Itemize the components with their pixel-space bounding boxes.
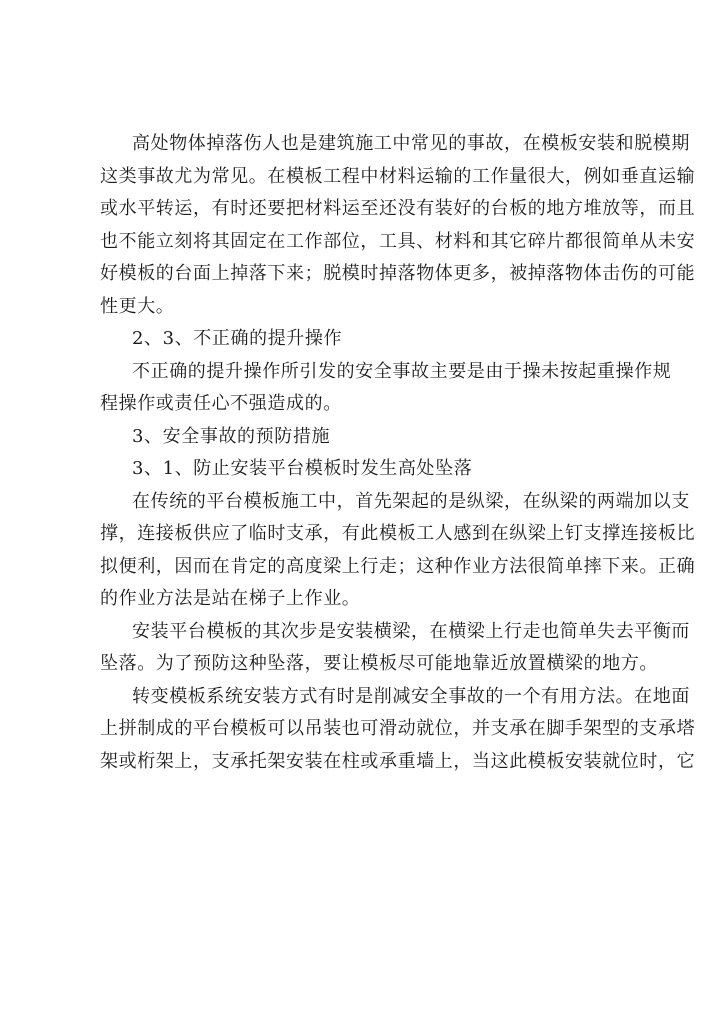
- text-line: 或水平转运，有时还要把材料运至还没有装好的台板的地方堆放等，而且: [100, 198, 696, 219]
- heading-text: 3、1、防止安装平台模板时发生高处坠落: [132, 458, 473, 479]
- text-line: 拟便利，因而在肯定的高度梁上行走；这种作业方法很简单摔下来。正确: [100, 555, 696, 577]
- text-line: 好模板的台面上掉落下来；脱模时掉落物体更多，被掉落物体击伤的可能: [100, 263, 696, 284]
- text-line: 程操作或责任心不强造成的。: [100, 393, 342, 414]
- paragraph-installation-method: [100, 681, 696, 779]
- text-line: 高处物体掉落伤人也是建筑施工中常见的事故，在模板安装和脱模期: [132, 133, 690, 154]
- text-line: 的作业方法是站在梯子上作业。: [100, 588, 361, 609]
- text-line: 这类事故尤为常见。在模板工程中材料运输的工作量很大，例如垂直运输: [100, 165, 696, 187]
- text-line: 安装平台模板的其次步是安装横梁，在横梁上行走也简单失去平衡而: [132, 620, 690, 642]
- text-line: 也不能立刻将其固定在工作部位，工具、材料和其它碎片都很简单从未安: [100, 230, 696, 252]
- text-line: 上拼制成的平台模板可以吊装也可滑动就位，并支承在脚手架型的支承塔: [100, 718, 696, 739]
- text-line: 不正确的提升操作所引发的安全事故主要是由于操未按起重操作规: [132, 360, 672, 382]
- text-line: 转变模板系统安装方式有时是削减安全事故的一个有用方法。在地面: [132, 685, 690, 707]
- section-heading-3-1: [100, 453, 658, 486]
- section-heading-2-3: [100, 323, 658, 356]
- heading-text: 2、3、不正确的提升操作: [132, 328, 343, 349]
- text-line: 架或桁架上，支承托架安装在柱或承重墙上，当这此模板安装就位时，它: [100, 750, 696, 772]
- paragraph-lifting-operation: [100, 356, 672, 421]
- text-line: 性更大。: [100, 295, 175, 317]
- paragraph-traditional-construction: [100, 486, 696, 616]
- text-line: 在传统的平台模板施工中，首先架起的是纵梁，在纵梁的两端加以支: [132, 490, 690, 512]
- section-heading-3: [100, 421, 658, 454]
- text-line: 坠落。为了预防这种坠落，要让模板尽可能地靠近放置横梁的地方。: [100, 653, 658, 674]
- document-body: [100, 128, 696, 778]
- paragraph-falling-objects: [100, 128, 696, 323]
- text-line: 撑，连接板供应了临时支承，有此模板工人感到在纵梁上钉支撑连接板比: [100, 523, 696, 544]
- heading-text: 3、安全事故的预防措施: [132, 425, 331, 447]
- paragraph-crossbeam-install: [100, 616, 690, 681]
